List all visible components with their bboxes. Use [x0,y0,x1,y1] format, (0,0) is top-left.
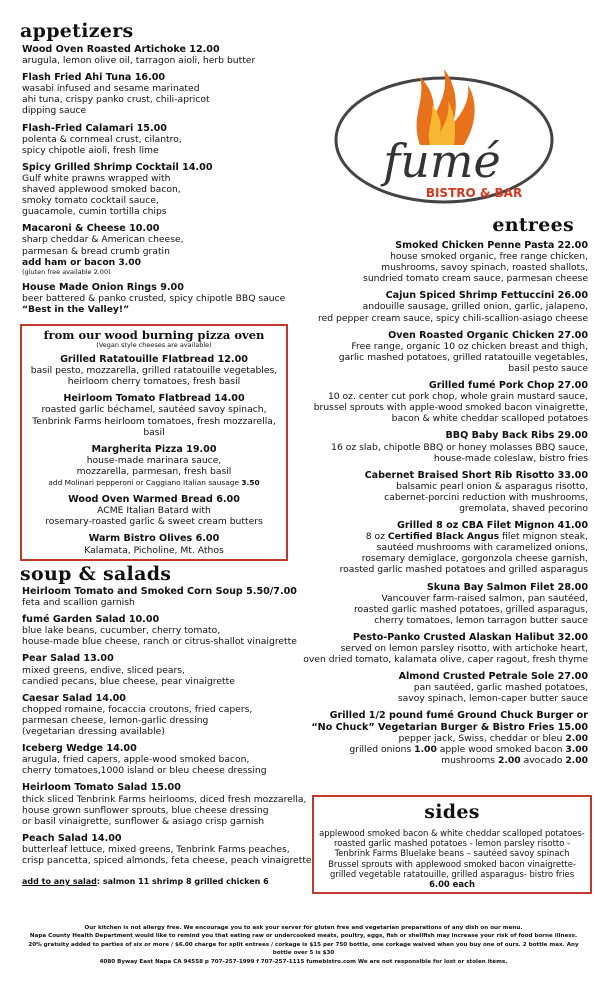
menu-item [22,586,322,608]
menu-item [288,710,588,765]
item-name: Flash Fried Ahi Tuna 16.00 [22,72,166,84]
item-name: Grilled Ratatouille Flatbread 12.00 [60,354,248,366]
item-name: Margherita Pizza 19.00 [91,443,217,455]
pizza-list [22,330,286,562]
sides-list [314,828,590,889]
item-name: Heirloom Tomato Salad 15.00 [22,782,181,794]
sides-box [312,795,592,894]
item-tagline: “Best in the Valley!” [22,303,130,315]
item-name: Flash-Fried Calamari 15.00 [22,122,167,134]
burger-addon: mushrooms 2.00 avocado 2.00 [441,754,588,766]
menu-item [288,430,588,463]
menu-item [22,782,322,826]
item-desc: andouille sausage, grilled onion, garlic, jalapeno, red pepper cream sauce, spicy chili-scallion-asiago cheese [318,301,588,324]
footer-health: Napa County Health Department would like to remind you that eating raw or undercooked meats, poultry, eggs, fish or shellfish may increase your risk of food borne illness. [29,933,578,940]
item-desc: chopped romaine, focaccia croutons, fried capers, parmesan cheese, lemon-garlic dressing (vegetarian dressing available) [22,703,253,738]
menu-item [22,44,312,66]
item-name: Warm Bistro Olives 6.00 [88,533,220,545]
item-desc: ACME Italian Batard with rosemary-roasted garlic & sweet cream butters [45,505,263,528]
item-name: fumé Garden Salad 10.00 [22,614,160,626]
item-desc: polenta & cornmeal crust, cilantro, spicy chipotle aioli, fresh lime [22,133,182,156]
item-desc: 16 oz slab, chipotle BBQ or honey molasses BBQ sauce, house-made coleslaw, bistro fries [331,441,588,464]
sides-desc: applewood smoked bacon & white cheddar scalloped potatoes- roasted garlic mashed potatoes - lemon parsley risotto - Tenbrink Farms Bluelake beans – sautéed savoy spinach Brussel sprouts with applewood smoked bacon vinaigrette- grilled vegetable ratatouille, grilled asparagus- bistro fries [319,828,585,879]
pizza-heading: from our wood burning pizza oven [43,328,265,342]
menu-item [22,533,286,555]
entrees-list [288,240,588,772]
item-name-2: “No Chuck” Vegetarian Burger & Bistro Fries 15.00 [311,721,588,733]
menu-item [22,614,322,647]
item-desc: basil pesto, mozzarella, grilled ratatouille vegetables, heirloom cherry tomatoes, fresh basil [30,365,278,388]
menu-item [288,520,588,575]
menu-item [22,444,286,488]
menu-item [22,223,312,275]
item-name: Oven Roasted Organic Chicken 27.00 [388,329,588,341]
item-name: Grilled 8 oz CBA Filet Mignon 41.00 [396,520,588,532]
item-desc: Gulf white prawns wrapped with shaved applewood smoked bacon, smoky tomato cocktail sauce, guacamole, cumin tortilla chips [22,172,181,218]
item-desc: pan sautéed, garlic mashed potatoes, savoy spinach, lemon-caper butter sauce [397,682,588,705]
item-desc: Free range, organic 10 oz chicken breast and thigh, garlic mashed potatoes, grilled ratatouille vegetables, basil pesto sauce [338,340,588,374]
item-desc: thick sliced Tenbrink Farms heirlooms, diced fresh mozzarella, house grown sunflower sprouts, blue cheese dressing or basil vinaigrette, sunflower & asiago crisp garnish [22,793,307,827]
entrees-heading: entrees [492,214,574,236]
item-desc: wasabi infused and sesame marinated ahi tuna, crispy panko crust, chili-apricot dipping sauce [22,83,210,117]
footer-address: 4080 Byway East Napa CA 94558 p 707-257-1999 f 707-257-1115 fumebistro.com We are not responsible for lost or stolen items. [99,958,508,965]
item-name: Wood Oven Warmed Bread 6.00 [68,494,240,506]
menu-item [22,743,322,776]
menu-item [288,582,588,626]
item-desc: 8 oz Certified Black Angus filet mignon steak, sautéed mushrooms with caramelized onions, rosemary demiglace, gorgonzola cheese garnish, roasted garlic mashed potatoes and grilled asparagus [339,531,588,576]
logo-word: fumé [383,134,501,188]
menu-item [288,632,588,665]
burger-addon: pepper jack, Swiss, cheddar or bleu 2.00 [398,732,588,744]
menu-item [288,671,588,704]
menu-item [288,240,588,284]
menu-item [22,393,286,437]
sides-price: 6.00 each [429,879,475,890]
menu-item [288,330,588,374]
menu-item [22,693,322,737]
salad-addons: add to any salad: salmon 11 shrimp 8 grilled chicken 6 [22,877,269,887]
item-name: Caesar Salad 14.00 [22,692,126,704]
footer-allergy: Our kitchen is not allergy free. We encourage you to ask your server for gluten free and vegetarian preparations of any dish on our menu. [84,925,523,931]
item-desc: feta and scallion garnish [22,597,135,609]
item-name: Iceberg Wedge 14.00 [22,743,137,755]
item-desc: butterleaf lettuce, mixed greens, Tenbrink Farms peaches, crisp pancetta, spiced almonds, feta cheese, peach vinaigrette [22,843,312,866]
menu-item [22,162,312,217]
item-desc: arugula, lemon olive oil, tarragon aioli, herb butter [22,55,256,67]
item-name: Grilled fumé Pork Chop 27.00 [428,380,588,392]
menu-item [288,290,588,323]
item-note: (gluten free available 2.00) [22,267,111,276]
fume-logo [324,55,564,215]
menu-item [22,494,286,527]
pizza-box [20,324,288,561]
appetizers-heading: appetizers [20,20,134,42]
appetizers-list [22,44,312,321]
item-addon: add ham or bacon 3.00 [22,256,142,268]
item-name: House Made Onion Rings 9.00 [22,281,184,293]
item-name: Pear Salad 13.00 [22,653,114,665]
item-name: Peach Salad 14.00 [22,832,122,844]
item-name: Cabernet Braised Short Rib Risotto 33.00 [364,469,588,481]
menu-item [22,354,286,387]
item-name: Grilled 1/2 pound fumé Ground Chuck Burger or [329,710,588,722]
item-desc: Vancouver farm-raised salmon, pan sautéed, roasted garlic mashed potatoes, grilled asparagus, cherry tomatoes, lemon tarragon butter sauce [353,592,588,626]
item-desc: served on lemon parsley risotto, with artichoke heart, oven dried tomato, kalamata olive, caper ragout, fresh thyme [303,643,588,666]
menu-item [22,72,312,116]
item-name: Heirloom Tomato and Smoked Corn Soup 5.50/7.00 [22,586,297,597]
menu-item [22,282,312,315]
menu-item [288,470,588,514]
item-name: Macaroni & Cheese 10.00 [22,223,160,235]
item-desc: roasted garlic béchamel, sautéed savoy spinach, Tenbrink Farms heirloom tomatoes, fresh mozzarella, basil [32,404,276,438]
item-name: Heirloom Tomato Flatbread 14.00 [63,393,245,405]
item-desc: sharp cheddar & American cheese, parmesan & bread crumb gratin [22,234,184,257]
item-name: BBQ Baby Back Ribs 29.00 [445,430,588,442]
item-desc: balsamic pearl onion & asparagus risotto, cabernet-porcini reduction with mushrooms, gremolata, shaved pecorino [384,480,588,514]
item-desc: mixed greens, endive, sliced pears, candied pecans, blue cheese, pear vinaigrette [22,664,235,687]
burger-addon: grilled onions 1.00 apple wood smoked bacon 3.00 [349,743,588,755]
soups-list [22,586,322,887]
item-desc: 10 oz. center cut pork chop, whole grain mustard sauce, brussel sprouts with apple-wood smoked bacon vinaigrette, bacon & white cheddar scalloped potatoes [313,391,588,425]
item-desc: blue lake beans, cucumber, cherry tomato, house-made blue cheese, ranch or citrus-shallot vinaigrette [22,625,297,648]
sides-heading: sides [424,801,480,823]
logo-tagline: BISTRO & BAR [425,186,523,200]
item-name: Almond Crusted Petrale Sole 27.00 [398,671,588,683]
item-name: Spicy Grilled Shrimp Cocktail 14.00 [22,161,213,173]
footer-gratuity: 20% gratuity added to parties of six or more / $6.00 charge for split entrees / corkage is $15 per 750 bottle, one corkage waived when you buy one of ours. 2 bottle max. Any bottle over 5 is $30 [28,941,579,957]
item-name: Wood Oven Roasted Artichoke 12.00 [22,44,220,55]
item-name: Cajun Spiced Shrimp Fettuccini 26.00 [385,290,588,302]
item-desc: arugula, fried capers, apple-wood smoked bacon, cherry tomatoes,1000 island or bleu cheese dressing [22,754,267,777]
item-desc: house-made marinara sauce, mozzarella, parmesan, fresh basil [76,454,232,477]
menu-item [288,380,588,424]
item-addon: add Molinari pepperoni or Caggiano Italian sausage 3.50 [48,478,260,488]
pizza-subtitle: (Vegan style cheeses are available) [96,341,212,350]
item-name: Smoked Chicken Penne Pasta 22.00 [395,240,588,251]
menu-item [22,653,322,686]
item-desc: Kalamata, Picholine, Mt. Athos [84,544,224,556]
item-desc: house smoked organic, free range chicken, mushrooms, savoy spinach, roasted shallots, sundried tomato cream sauce, parmesan cheese [363,251,588,285]
logo-graphic [324,55,564,215]
menu-item [22,833,322,866]
item-name: Skuna Bay Salmon Filet 28.00 [426,581,588,593]
item-desc: beer battered & panko crusted, spicy chipotle BBQ sauce [22,292,286,304]
soups-heading: soup & salads [20,563,172,585]
menu-item [22,123,312,156]
footer [20,924,587,966]
item-name: Pesto-Panko Crusted Alaskan Halibut 32.00 [352,631,588,643]
